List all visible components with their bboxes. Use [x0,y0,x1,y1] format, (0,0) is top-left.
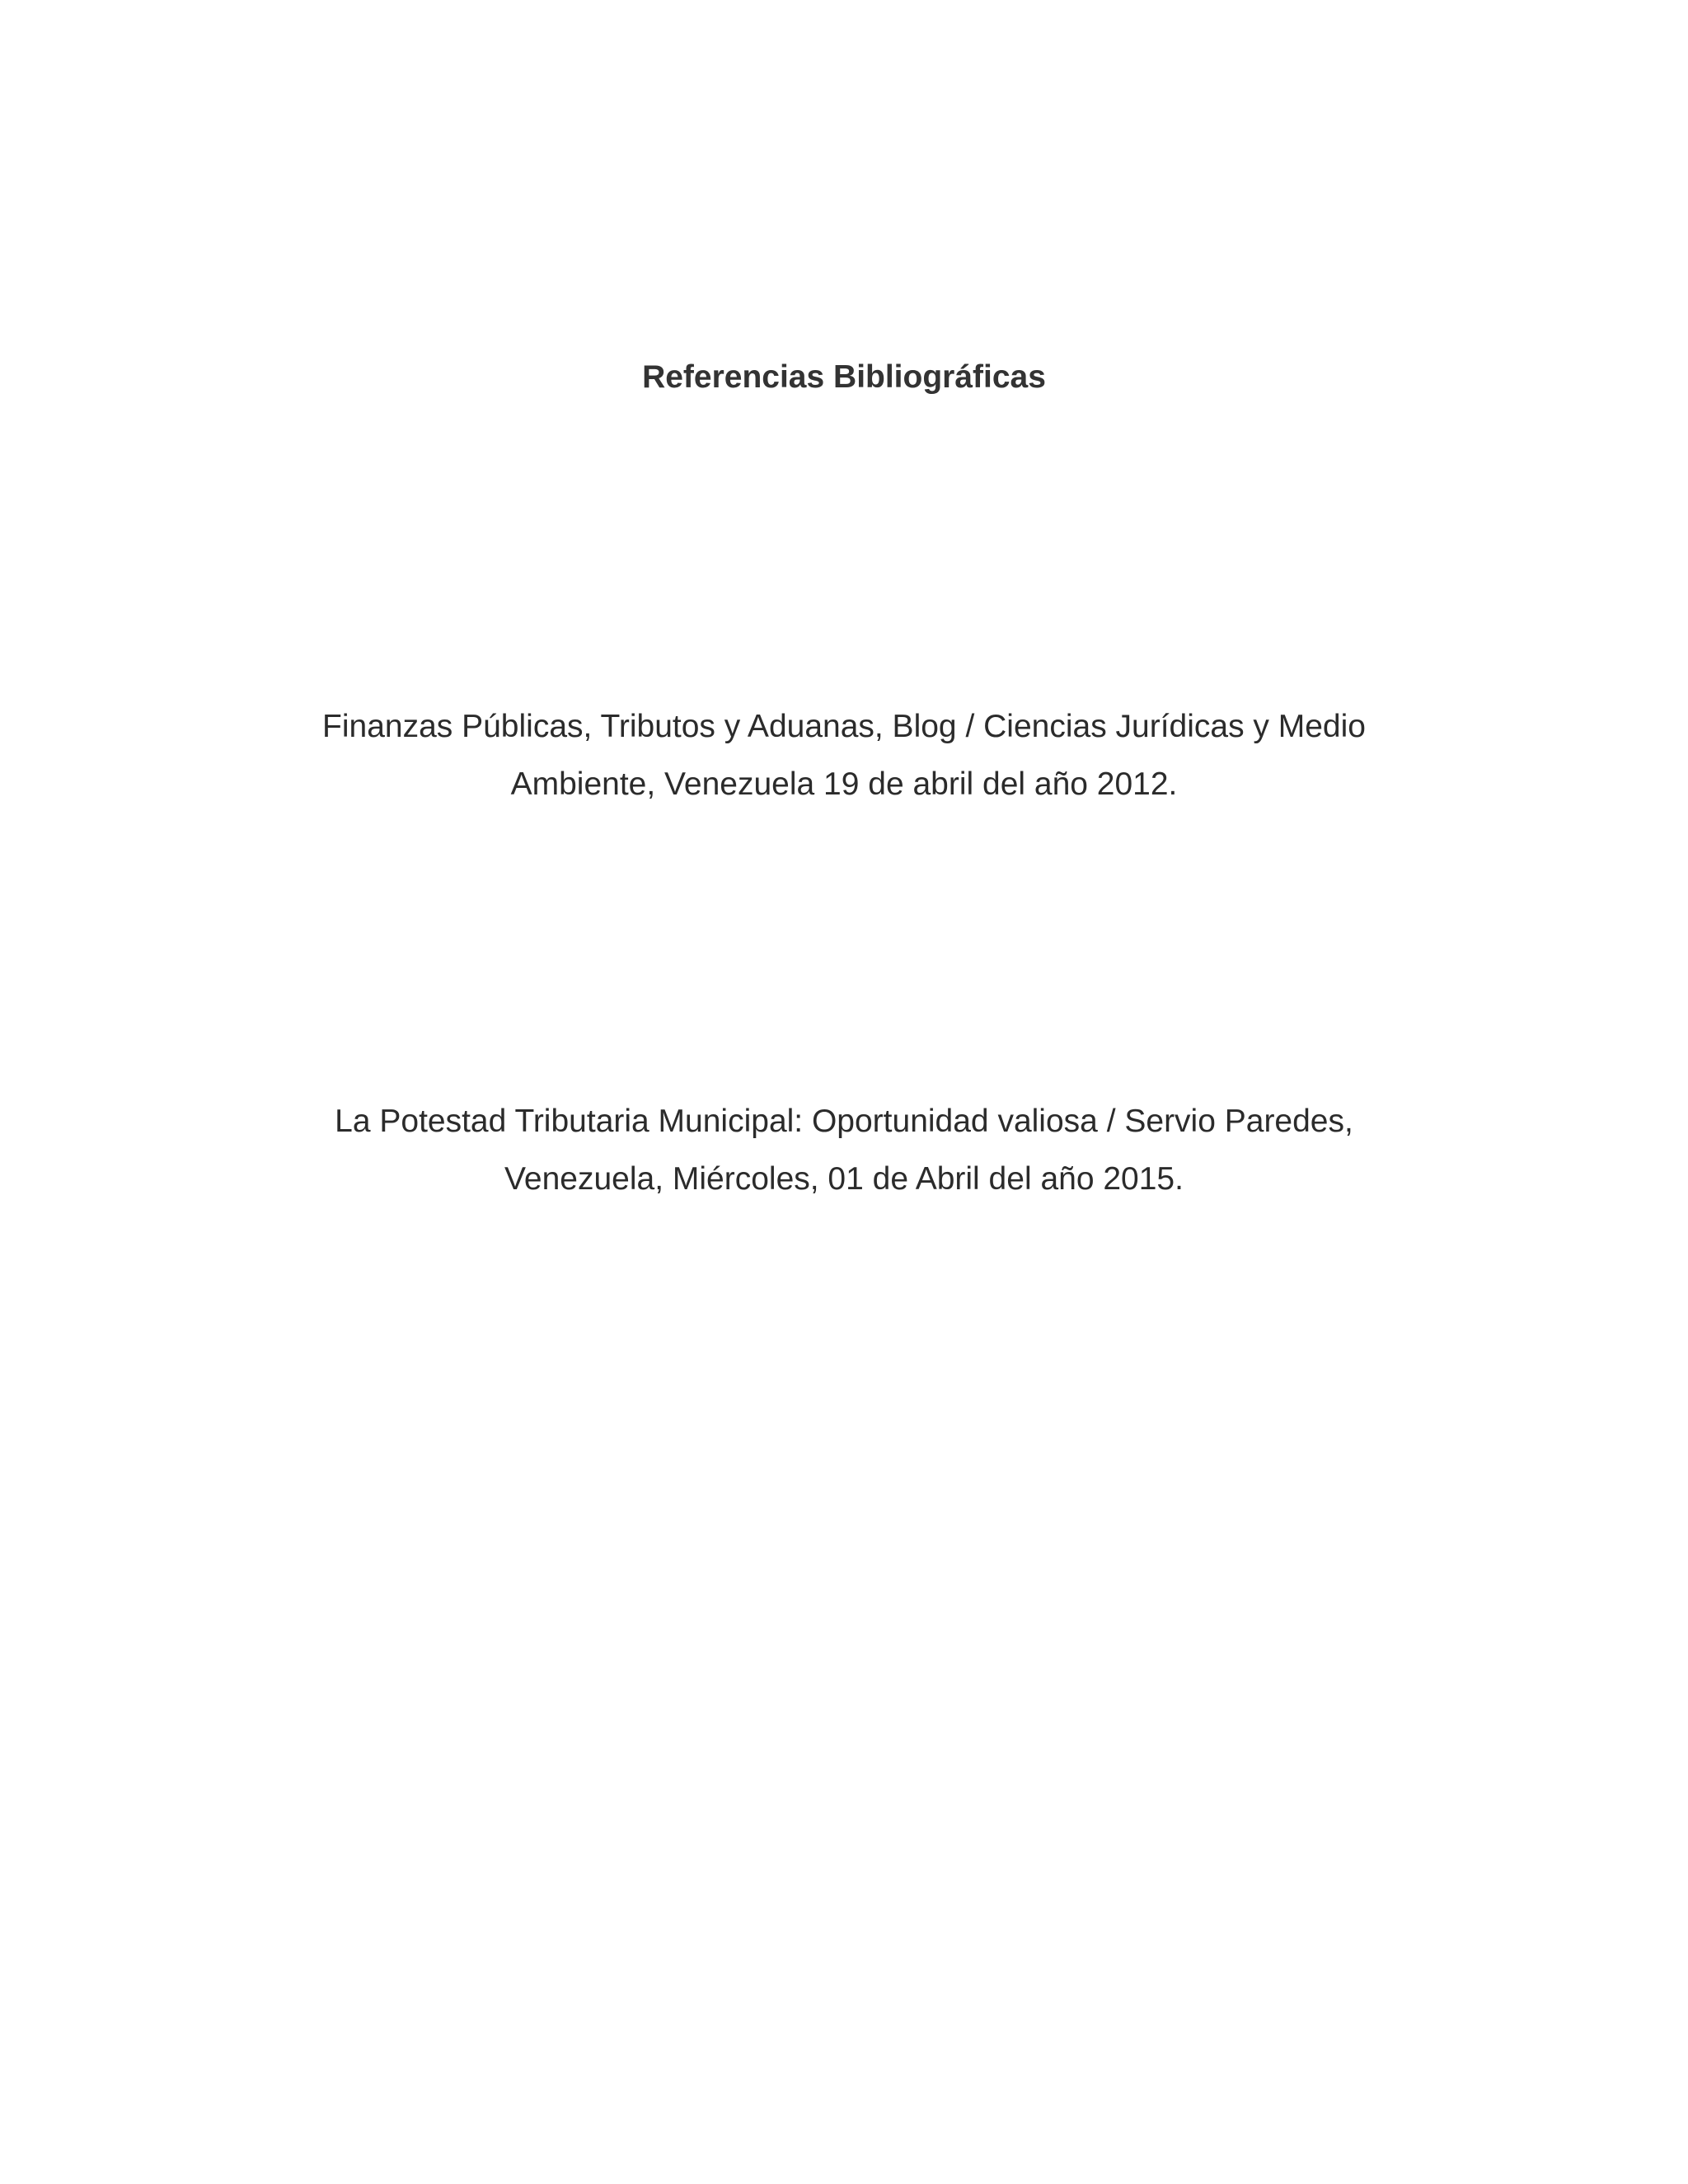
reference-entry [0,698,1688,813]
reference-line: Finanzas Públicas, Tributos y Aduanas, Blog / Ciencias Jurídicas y Medio [322,709,1366,744]
reference-line: Venezuela, Miércoles, 01 de Abril del año 2015. [504,1161,1184,1197]
reference-entry [0,1093,1688,1208]
reference-line: Ambiente, Venezuela 19 de abril del año 2012. [510,766,1178,802]
reference-line: La Potestad Tributaria Municipal: Oportunidad valiosa / Servio Paredes, [335,1104,1353,1139]
page-title: Referencias Bibliográficas [642,359,1046,395]
